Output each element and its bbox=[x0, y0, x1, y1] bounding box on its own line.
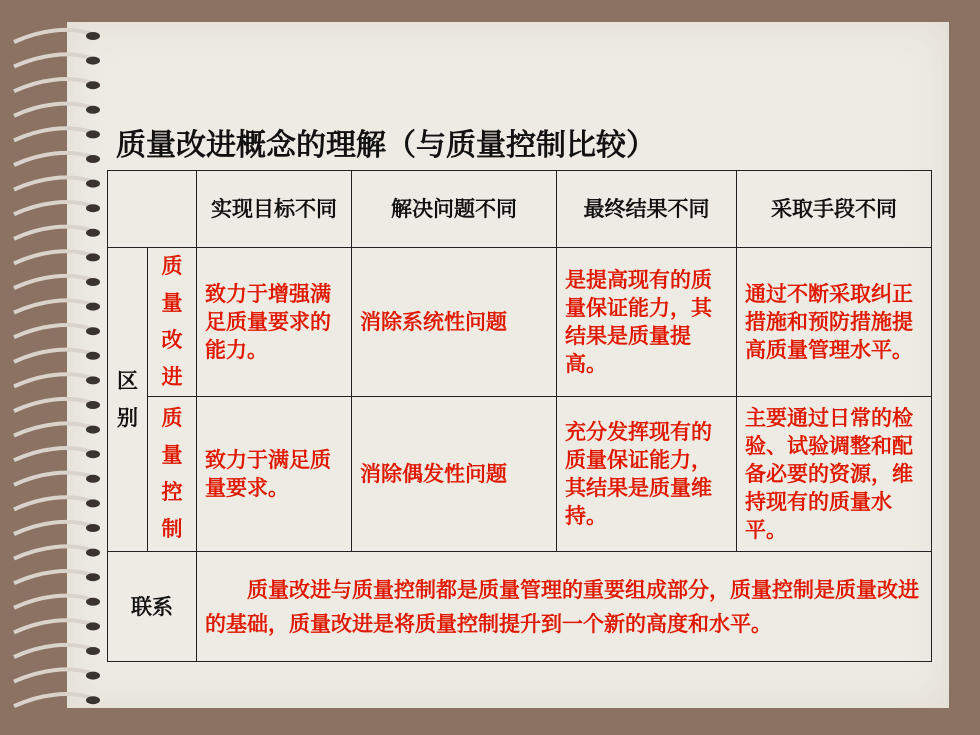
header-empty-cell bbox=[108, 171, 197, 248]
binding-hole bbox=[86, 32, 100, 40]
binding-ring bbox=[14, 694, 92, 706]
cell-control-result: 充分发挥现有的质量保证能力，其结果是质量维持。 bbox=[557, 397, 737, 552]
binding-hole bbox=[86, 598, 100, 606]
binding-ring bbox=[14, 350, 92, 362]
binding-hole bbox=[86, 278, 100, 286]
binding-hole bbox=[86, 401, 100, 409]
header-goal: 实现目标不同 bbox=[197, 171, 352, 248]
binding-hole bbox=[86, 499, 100, 507]
binding-ring bbox=[14, 30, 92, 42]
binding-ring bbox=[14, 153, 92, 165]
binding-hole bbox=[86, 622, 100, 630]
table-row-control bbox=[108, 397, 932, 552]
binding-hole bbox=[86, 253, 100, 261]
table-row-improvement bbox=[108, 248, 932, 397]
table-header-row bbox=[108, 171, 932, 248]
row-label-control: 质 量 控 制 bbox=[148, 397, 197, 552]
binding-ring bbox=[14, 300, 92, 312]
group-label-difference bbox=[108, 248, 148, 552]
binding-ring bbox=[14, 669, 92, 681]
binding-hole bbox=[86, 549, 100, 557]
binding-hole bbox=[86, 672, 100, 680]
binding-hole bbox=[86, 696, 100, 704]
binding-hole bbox=[86, 229, 100, 237]
binding-hole bbox=[86, 475, 100, 483]
binding-ring bbox=[14, 448, 92, 460]
binding-ring bbox=[14, 571, 92, 583]
binding-ring bbox=[14, 473, 92, 485]
binding-ring bbox=[14, 399, 92, 411]
cell-improvement-goal: 致力于增强满足质量要求的能力。 bbox=[197, 248, 352, 397]
binding-ring bbox=[14, 128, 92, 140]
binding-ring bbox=[14, 497, 92, 509]
binding-ring bbox=[14, 325, 92, 337]
binding-ring bbox=[14, 227, 92, 239]
binding-ring bbox=[14, 202, 92, 214]
binding-hole bbox=[86, 57, 100, 65]
binding-ring bbox=[14, 54, 92, 66]
binding-ring bbox=[14, 374, 92, 386]
binding-ring bbox=[14, 79, 92, 91]
binding-hole bbox=[86, 204, 100, 212]
binding-ring bbox=[14, 423, 92, 435]
header-means: 采取手段不同 bbox=[737, 171, 932, 248]
binding-hole bbox=[86, 352, 100, 360]
cell-improvement-means: 通过不断采取纠正措施和预防措施提高质量管理水平。 bbox=[737, 248, 932, 397]
header-result: 最终结果不同 bbox=[557, 171, 737, 248]
binding-hole bbox=[86, 426, 100, 434]
binding-hole bbox=[86, 573, 100, 581]
binding-hole bbox=[86, 327, 100, 335]
binding-ring bbox=[14, 546, 92, 558]
cell-improvement-problem: 消除系统性问题 bbox=[352, 248, 557, 397]
binding-ring bbox=[14, 251, 92, 263]
notebook-binding-rings bbox=[0, 0, 110, 735]
binding-ring bbox=[14, 596, 92, 608]
binding-hole bbox=[86, 155, 100, 163]
binding-ring bbox=[14, 645, 92, 657]
comparison-table bbox=[107, 170, 932, 662]
binding-hole bbox=[86, 106, 100, 114]
binding-ring bbox=[14, 522, 92, 534]
binding-ring bbox=[14, 620, 92, 632]
relation-text: 质量改进与质量控制都是质量管理的重要组成部分，质量控制是质量改进的基础，质量改进是将质量控制提升到一个新的高度和水平。 bbox=[197, 552, 932, 662]
binding-ring bbox=[14, 177, 92, 189]
binding-hole bbox=[86, 450, 100, 458]
cell-improvement-result: 是提高现有的质量保证能力，其结果是质量提高。 bbox=[557, 248, 737, 397]
binding-hole bbox=[86, 130, 100, 138]
binding-hole bbox=[86, 647, 100, 655]
header-problem: 解决问题不同 bbox=[352, 171, 557, 248]
relation-label: 联系 bbox=[108, 552, 197, 662]
binding-hole bbox=[86, 180, 100, 188]
group-label-text: 区 别 bbox=[117, 368, 138, 430]
cell-control-goal: 致力于满足质量要求。 bbox=[197, 397, 352, 552]
cell-control-means: 主要通过日常的检验、试验调整和配备必要的资源，维持现有的质量水平。 bbox=[737, 397, 932, 552]
table-row-relation bbox=[108, 552, 932, 662]
page-title: 质量改进概念的理解（与质量控制比较） bbox=[116, 128, 656, 163]
cell-control-problem: 消除偶发性问题 bbox=[352, 397, 557, 552]
binding-hole bbox=[86, 524, 100, 532]
binding-ring bbox=[14, 104, 92, 116]
binding-ring bbox=[14, 276, 92, 288]
binding-hole bbox=[86, 81, 100, 89]
row-label-improvement: 质 量 改 进 bbox=[148, 248, 197, 397]
binding-hole bbox=[86, 376, 100, 384]
binding-hole bbox=[86, 303, 100, 311]
